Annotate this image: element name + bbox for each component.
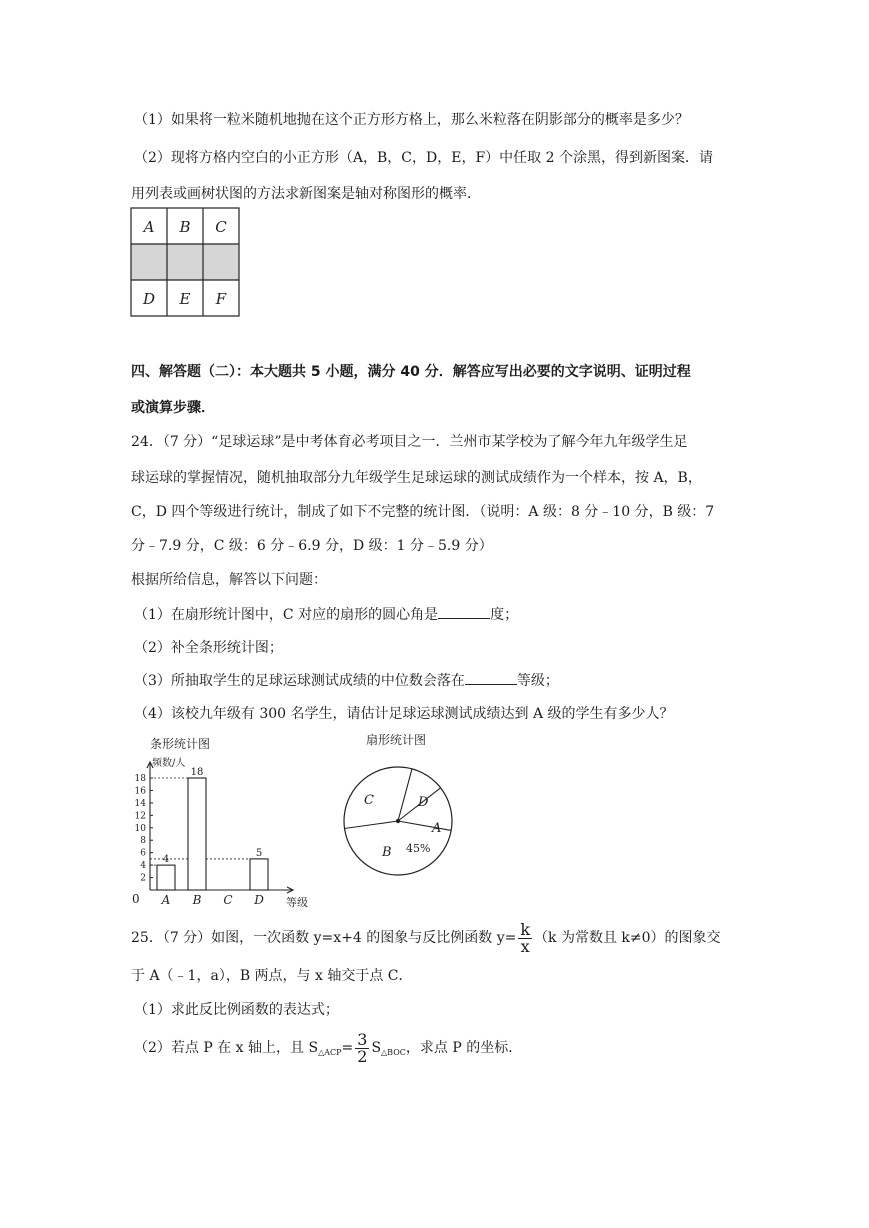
q25-line1-text: 25．（7 分）如图，一次函数 y=x+4 的图象与反比例函数 y= <box>131 930 517 946</box>
answer-blank-degrees <box>438 604 490 619</box>
y-tick-label: 10 <box>134 823 146 834</box>
q24-sub2: （2）补全条形统计图； <box>134 640 283 656</box>
q25-sub2-tail: ，求点 P 的坐标． <box>405 1040 523 1056</box>
cell-f: F <box>215 290 227 308</box>
y-tick-label: 16 <box>134 786 146 797</box>
pie-label-a: A <box>432 821 442 836</box>
fraction2-numerator: 3 <box>357 1029 368 1049</box>
pie-divider <box>398 821 451 830</box>
x-category-label: A <box>161 893 171 907</box>
q23-part2-line2: 用列表或画树状图的方法求新图案是轴对称图形的概率． <box>131 186 481 202</box>
q24-line4: 分﹣7.9 分，C 级：6 分﹣6.9 分，D 级：1 分﹣5.9 分） <box>131 538 493 554</box>
pie-percent-b: 45% <box>406 842 431 855</box>
cell-a: A <box>143 218 155 236</box>
y-tick-label: 12 <box>134 811 146 822</box>
pie-label-c: C <box>364 793 374 808</box>
q24-sub1-unit: 度； <box>490 607 519 623</box>
pie-label-d: D <box>418 795 429 810</box>
equals-sign: = <box>341 1040 354 1056</box>
q25-sub1: （1）求此反比例函数的表达式； <box>134 1002 339 1018</box>
bar-a <box>157 865 175 890</box>
q25-sub2 <box>134 1030 522 1071</box>
fraction-k-over-x <box>518 919 532 956</box>
q24-line2: 球运球的掌握情况，随机抽取部分九年级学生足球运球的测试成绩作为一个样本，按 A，B， <box>131 470 702 486</box>
bar-chart-ylabel: 频数/人 <box>152 758 186 769</box>
y-tick-label: 8 <box>140 836 146 847</box>
section-heading-line2: 或演算步骤． <box>131 400 215 416</box>
answer-blank-grade <box>465 670 517 685</box>
q24-sub4: （4）该校九年级有 300 名学生，请估计足球运球测试成绩达到 A 级的学生有多少人？ <box>134 706 674 722</box>
pie-center <box>396 819 400 823</box>
bar-b <box>188 778 206 890</box>
pie-chart-title: 扇形统计图 <box>366 733 427 747</box>
shaded-row <box>131 244 239 280</box>
q24-sub3-unit: 等级； <box>516 673 559 689</box>
fraction-denominator: x <box>520 936 530 956</box>
x-category-label: C <box>223 893 233 907</box>
q25-line1 <box>131 920 721 956</box>
cell-c: C <box>215 218 227 236</box>
q23-part1: （1）如果将一粒米随机地抛在这个正方形方格上，那么米粒落在阴影部分的概率是多少？ <box>134 112 689 128</box>
q24-sub3 <box>134 670 559 691</box>
x-category-label: D <box>254 893 264 907</box>
cell-e: E <box>179 290 191 308</box>
bar-value-label: 4 <box>162 854 170 866</box>
q24-line5: 根据所给信息，解答以下问题： <box>131 572 327 588</box>
y-tick-label: 18 <box>134 774 146 784</box>
area-s-letter: S <box>371 1040 382 1056</box>
y-tick-label: 14 <box>134 798 146 809</box>
square-grid <box>130 207 242 319</box>
bar-value-label: 5 <box>255 847 263 859</box>
y-tick-label: 2 <box>140 873 146 884</box>
triangle-boc-subscript: △BOC <box>381 1048 406 1057</box>
triangle-acp-subscript: △ACP <box>318 1048 342 1057</box>
q24-line1: 24．（7 分）“足球运球”是中考体育必考项目之一．兰州市某学校为了解今年九年级学生足 <box>131 434 688 450</box>
cell-b: B <box>179 218 191 236</box>
q25-sub2-text: （2）若点 P 在 x 轴上，且 S <box>134 1040 319 1056</box>
cell-d: D <box>142 290 156 308</box>
bar-d <box>250 859 268 890</box>
q24-sub3-text: （3）所抽取学生的足球运球测试成绩的中位数会落在 <box>134 673 465 689</box>
bar-chart-origin: 0 <box>132 892 140 906</box>
bar-chart <box>128 732 328 912</box>
q23-part2-line1: （2）现将方格内空白的小正方形（A，B，C，D，E，F）中任取 2 个涂黑，得到新图案．请 <box>134 150 713 166</box>
bar-value-label: 18 <box>190 767 204 778</box>
pie-divider <box>345 821 399 829</box>
pie-divider <box>398 769 412 821</box>
fraction-numerator: k <box>520 919 531 939</box>
x-category-label: B <box>192 893 202 907</box>
section-heading-line1: 四、解答题（二）：本大题共 5 小题，满分 40 分．解答应写出必要的文字说明、证明过程 <box>131 364 691 380</box>
q24-line3: C，D 四个等级进行统计，制成了如下不完整的统计图．（说明：A 级：8 分﹣10 分，B 级：7 <box>131 504 715 520</box>
pie-chart <box>330 728 470 888</box>
q24-sub1-text: （1）在扇形统计图中，C 对应的扇形的圆心角是 <box>134 607 439 623</box>
bar-chart-title: 条形统计图 <box>150 737 211 751</box>
q25-line2: 于 A（﹣1，a），B 两点，与 x 轴交于点 C． <box>131 968 413 984</box>
pie-label-b: B <box>382 845 392 860</box>
y-tick-label: 6 <box>140 848 146 859</box>
fraction2-denominator: 2 <box>357 1046 368 1066</box>
q25-line1-tail: （k 为常数且 k≠0）的图象交 <box>534 930 721 946</box>
fraction-three-halves <box>355 1029 369 1066</box>
y-tick-label: 4 <box>140 861 146 872</box>
q24-sub1 <box>134 604 518 625</box>
bar-chart-xlabel: 等级 <box>286 896 308 909</box>
